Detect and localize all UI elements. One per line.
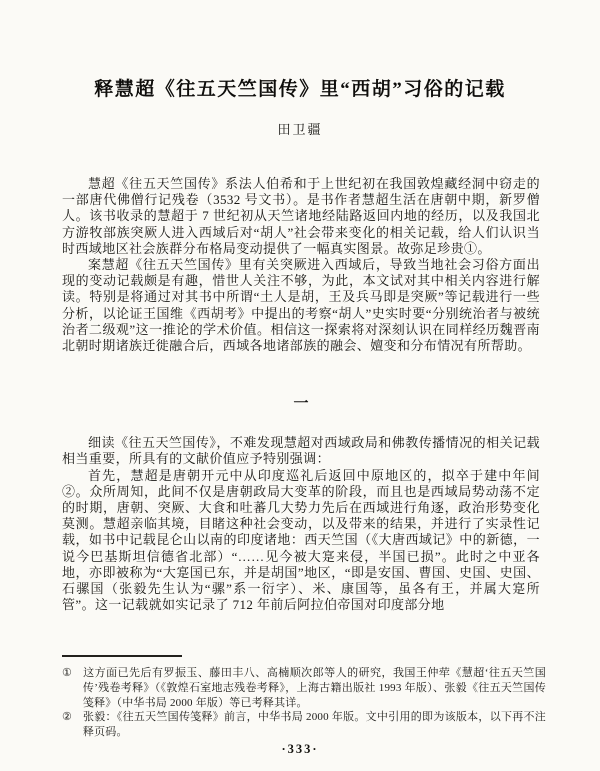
paper-title: 释慧超《往五天竺国传》里“西胡”习俗的记载	[94, 79, 506, 100]
section-number: 一	[293, 396, 309, 413]
paragraph-intro-2: 案慧超《往五天竺国传》里有关突厥进入西域后，导致当地社会习俗方面出现的变动记载颇是有趣，惜世人关注不够，为此，本文试对其中相关内容进行解读。特别是将通过对其书中所谓“土人是胡，王及兵马即是突厥”等记载进行一些分析，以论证王国维《西胡考》中提出的考察“胡人”史实时要“分别统治者与被统治者二级观”这一推论的学术价值。相信这一探索将对深刻认识在同样经历魏晋南北朝时期诸族迁徙融合后，西域各地诸部族的融会、嬗变和分布情况有所帮助。	[62, 257, 540, 354]
footnote-separator-rule	[62, 655, 182, 657]
footnote-1-marker: ①	[62, 667, 73, 679]
footnote-1	[62, 666, 546, 710]
footnote-2	[62, 710, 546, 740]
paragraph-intro-1: 慧超《往五天竺国传》系法人伯希和于上世纪初在我国敦煌藏经洞中窃走的一部唐代佛僧行记残卷（3532 号文书）。是书作者慧超生活在唐朝中期，新罗僧人。该书收录的慧超于 7 世纪初从天竺诸地经陆路返回内地的经历，以及我国北方游牧部族突厥人进入西域后对“胡人”社会带来变化的相关记载，给人们认识当时西域地区社会族群分布格局变动提供了一幅真实图景。故弥足珍贵①。	[62, 176, 540, 256]
page-number: ·333·	[281, 742, 319, 756]
footnote-2-marker: ②	[62, 711, 73, 724]
footnote-area	[62, 655, 546, 740]
footnote-1-text: 这方面已先后有罗振玉、藤田丰八、高楠顺次郎等人的研究，我国王仲荦《慧超‘往五天竺国传’残卷考释》（《敦煌石室地志残卷考释》，上海古籍出版社 1993 年版）、张毅《往五天竺国传笺释》（中华书局 2000 年版）等已考释其详。	[82, 667, 546, 709]
author-name: 田卫疆	[277, 122, 323, 137]
paragraph-section1-2: 首先，慧超是唐朝开元中从印度巡礼后返回中原地区的，拟卒于建中年间②。众所周知，此间不仅是唐朝政局大变革的阶段，而且也是西域局势动荡不定的时期，唐朝、突厥、大食和吐蕃几大势力先后在西域进行角逐，政治形势变化莫测。慧超亲临其境，目睹这种社会变动，以及带来的结果，并进行了实录性记载，如书中记载昆仑山以南的印度诸地：西天竺国（《大唐西域记》中的新德，一说今巴基斯坦信德省北部）“……见今被大寔来侵，半国已损”。此时之中亚各地，亦即被称为“大寔国已东，并是胡国”地区，“即是安国、曹国、史国、史国、石骡国（张毅先生认为“骡”系一衍字）、米、康国等，虽各有王，并属大寔所管”。这一记载就如实记录了 712 年前后阿拉伯帝国对印度部分地	[62, 467, 540, 613]
article-body	[62, 176, 540, 613]
paragraph-section1-1: 细读《往五天竺国传》，不难发现慧超对西域政局和佛教传播情况的相关记载相当重要，所具有的文献价值应予特别强调：	[62, 435, 540, 467]
footnote-2-text: 张毅：《往五天竺国传笺释》前言，中华书局 2000 年版。文中引用的即为该版本，以下再不注释页码。	[82, 711, 546, 739]
